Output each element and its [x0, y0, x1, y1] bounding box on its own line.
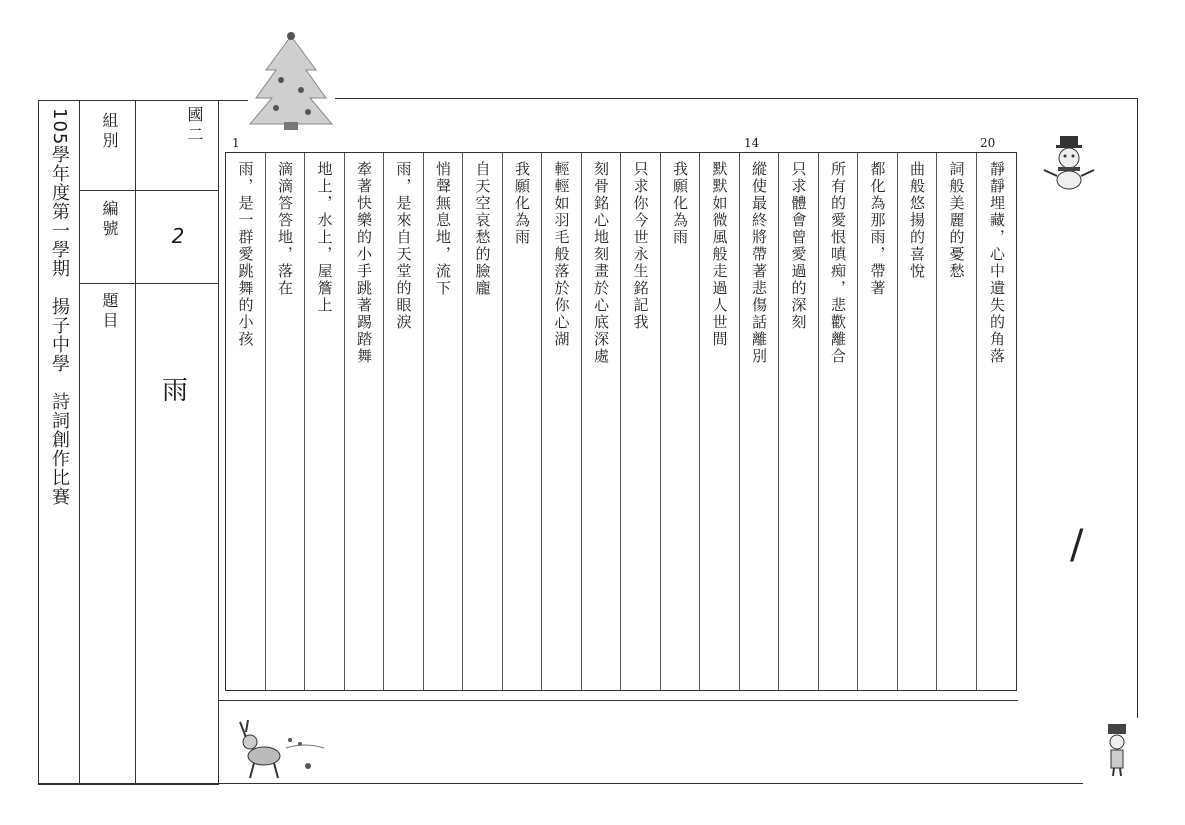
poem-line-11: 只求你今世永生銘記我	[621, 153, 661, 690]
info-col-sep-1	[79, 100, 80, 783]
poem-line-5: 雨，是來自天堂的眼淚	[384, 153, 424, 690]
poem-line-10: 刻骨銘心地刻畫於心底深處	[582, 153, 622, 690]
poem-line-3: 地上，水上，屋簷上	[305, 153, 345, 690]
column-number-1: 1	[232, 136, 240, 150]
group-value: 國二	[185, 106, 204, 146]
poem-line-18: 曲般悠揚的喜悅	[898, 153, 938, 690]
poem-line-6: 悄聲無息地，流下	[424, 153, 464, 690]
christmas-tree-icon	[246, 30, 336, 132]
info-row-sep-1	[79, 190, 218, 191]
poem-line-16: 所有的愛恨嗔痴，悲歡離合	[819, 153, 859, 690]
info-col-sep-3	[218, 100, 219, 783]
poem-line-8: 我願化為雨	[503, 153, 543, 690]
info-col-sep-2	[135, 100, 136, 783]
poem-line-7: 自天空哀愁的臉龐	[463, 153, 503, 690]
poem-line-17: 都化為那雨，帶著	[858, 153, 898, 690]
poem-line-13: 默默如微風般走過人世間	[700, 153, 740, 690]
small-figure-icon	[1104, 722, 1130, 778]
grid-lower-line	[218, 700, 1018, 701]
topic-label: 題目	[100, 292, 119, 332]
poem-line-1: 雨，是一群愛跳舞的小孩	[226, 153, 266, 690]
poem-line-9: 輕輕如羽毛般落於你心湖	[542, 153, 582, 690]
info-row-sep-2	[79, 283, 218, 284]
poem-line-19: 詞般美麗的憂愁	[937, 153, 977, 690]
number-label: 編號	[100, 200, 119, 240]
poem-line-4: 牽著快樂的小手跳著踢踏舞	[345, 153, 385, 690]
poem-line-12: 我願化為雨	[661, 153, 701, 690]
column-number-14: 14	[744, 136, 760, 150]
writing-grid	[225, 152, 1017, 691]
competition-title: 105學年度第一學期 揚子中學 詩詞創作比賽	[49, 108, 70, 507]
poem-line-20: 靜靜埋藏，心中遺失的角落	[988, 161, 1006, 365]
poem-line-2: 滴滴答答地，落在	[266, 153, 306, 690]
topic-value: 雨	[161, 376, 188, 406]
margin-mark: /	[1070, 522, 1084, 568]
frame-top-line	[335, 98, 1138, 99]
number-value: 2	[171, 224, 185, 248]
group-label: 組別	[100, 112, 119, 152]
frame-right-line	[1137, 98, 1138, 718]
snowman-icon	[1040, 134, 1098, 190]
reindeer-icon	[230, 718, 330, 782]
column-number-20: 20	[980, 136, 996, 150]
poem-line-15: 只求體會曾愛過的深刻	[779, 153, 819, 690]
poem-line-14: 縱使最終將帶著悲傷話離別	[740, 153, 780, 690]
